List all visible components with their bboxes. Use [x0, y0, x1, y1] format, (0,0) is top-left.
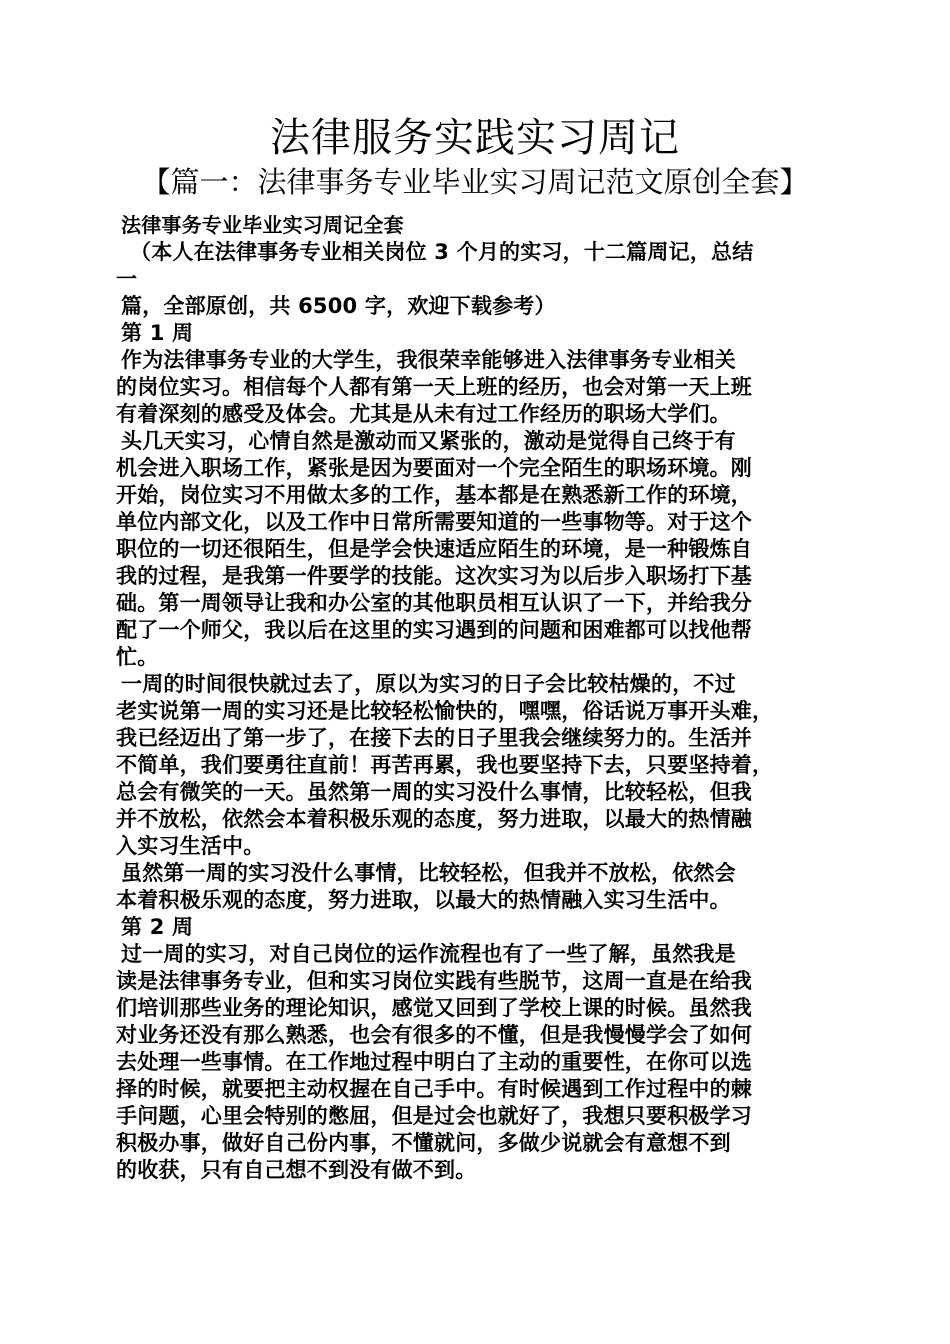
text-line: 机会进入职场工作，紧张是因为要面对一个完全陌生的职场环境。刚 — [116, 456, 752, 480]
text-line: 手问题，心里会特别的憋屈，但是过会也就好了，我想只要积极学习 — [116, 1104, 752, 1128]
document-subtitle: 【篇一：法律事务专业毕业实习周记范文原创全套】 — [141, 165, 809, 199]
text-line: 老实说第一周的实习还是比较轻松愉快的，嘿嘿，俗话说万事开头难， — [116, 699, 774, 723]
text-line: 职位的一切还很陌生，但是学会快速适应陌生的环境，是一种锻炼自 — [116, 537, 752, 561]
text-line: 单位内部文化，以及工作中日常所需要知道的一些事物等。对于这个 — [116, 510, 752, 534]
text-line: 篇，全部原创，共 6500 字，欢迎下载参考） — [121, 294, 556, 318]
text-line: 入实习生活中。 — [116, 834, 265, 858]
text-line: 忙。 — [116, 645, 159, 669]
text-line: 有着深刻的感受及体会。尤其是从未有过工作经历的职场大学们。 — [116, 402, 731, 426]
text-line: 头几天实习，心情自然是激动而又紧张的，激动是觉得自己终于有 — [121, 429, 736, 453]
text-line: 本着积极乐观的态度，努力进取，以最大的热情融入实习生活中。 — [116, 888, 731, 912]
text-line: 一 — [116, 267, 138, 291]
text-line: 础。第一周领导让我和办公室的其他职员相互认识了一下，并给我分 — [116, 591, 752, 615]
text-line: 积极办事，做好自己份内事，不懂就问，多做少说就会有意想不到 — [116, 1131, 731, 1155]
text-line: 配了一个师父，我以后在这里的实习遇到的问题和困难都可以找他帮 — [116, 618, 752, 642]
text-line: 一周的时间很快就过去了，原以为实习的日子会比较枯燥的，不过 — [121, 672, 736, 696]
text-line: 第 1 周 — [121, 321, 194, 345]
text-line: 的岗位实习。相信每个人都有第一天上班的经历，也会对第一天上班 — [116, 375, 752, 399]
document-body — [116, 212, 840, 1184]
document-title: 法律服务实践实习周记 — [270, 115, 680, 161]
text-line: 并不放松，依然会本着积极乐观的态度，努力进取，以最大的热情融 — [116, 807, 752, 831]
text-line: 总会有微笑的一天。虽然第一周的实习没什么事情，比较轻松，但我 — [116, 780, 752, 804]
text-line: 们培训那些业务的理论知识，感觉又回到了学校上课的时候。虽然我 — [116, 996, 752, 1020]
text-line: 虽然第一周的实习没什么事情，比较轻松，但我并不放松，依然会 — [121, 861, 736, 885]
text-line: 过一周的实习，对自己岗位的运作流程也有了一些了解，虽然我是 — [121, 942, 736, 966]
text-line: 我的过程，是我第一件要学的技能。这次实习为以后步入职场打下基 — [116, 564, 752, 588]
text-line: 不简单，我们要勇往直前！再苦再累，我也要坚持下去，只要坚持着， — [116, 753, 774, 777]
text-line: 我已经迈出了第一步了，在接下去的日子里我会继续努力的。生活并 — [116, 726, 752, 750]
text-line: 法律事务专业毕业实习周记全套 — [121, 213, 404, 237]
text-line: 对业务还没有那么熟悉，也会有很多的不懂，但是我慢慢学会了如何 — [116, 1023, 752, 1047]
text-line: 去处理一些事情。在工作地过程中明白了主动的重要性，在你可以选 — [116, 1050, 752, 1074]
text-line: 读是法律事务专业，但和实习岗位实践有些脱节，这周一直是在给我 — [116, 969, 752, 993]
text-line: （本人在法律事务专业相关岗位 3 个月的实习，十二篇周记，总结 — [130, 240, 754, 264]
text-line: 开始，岗位实习不用做太多的工作，基本都是在熟悉新工作的环境， — [116, 483, 752, 507]
text-line: 的收获，只有自己想不到没有做不到。 — [116, 1158, 477, 1182]
text-line: 第 2 周 — [121, 915, 194, 939]
text-line: 作为法律事务专业的大学生，我很荣幸能够进入法律事务专业相关 — [121, 348, 736, 372]
text-line: 择的时候，就要把主动权握在自己手中。有时候遇到工作过程中的棘 — [116, 1077, 752, 1101]
